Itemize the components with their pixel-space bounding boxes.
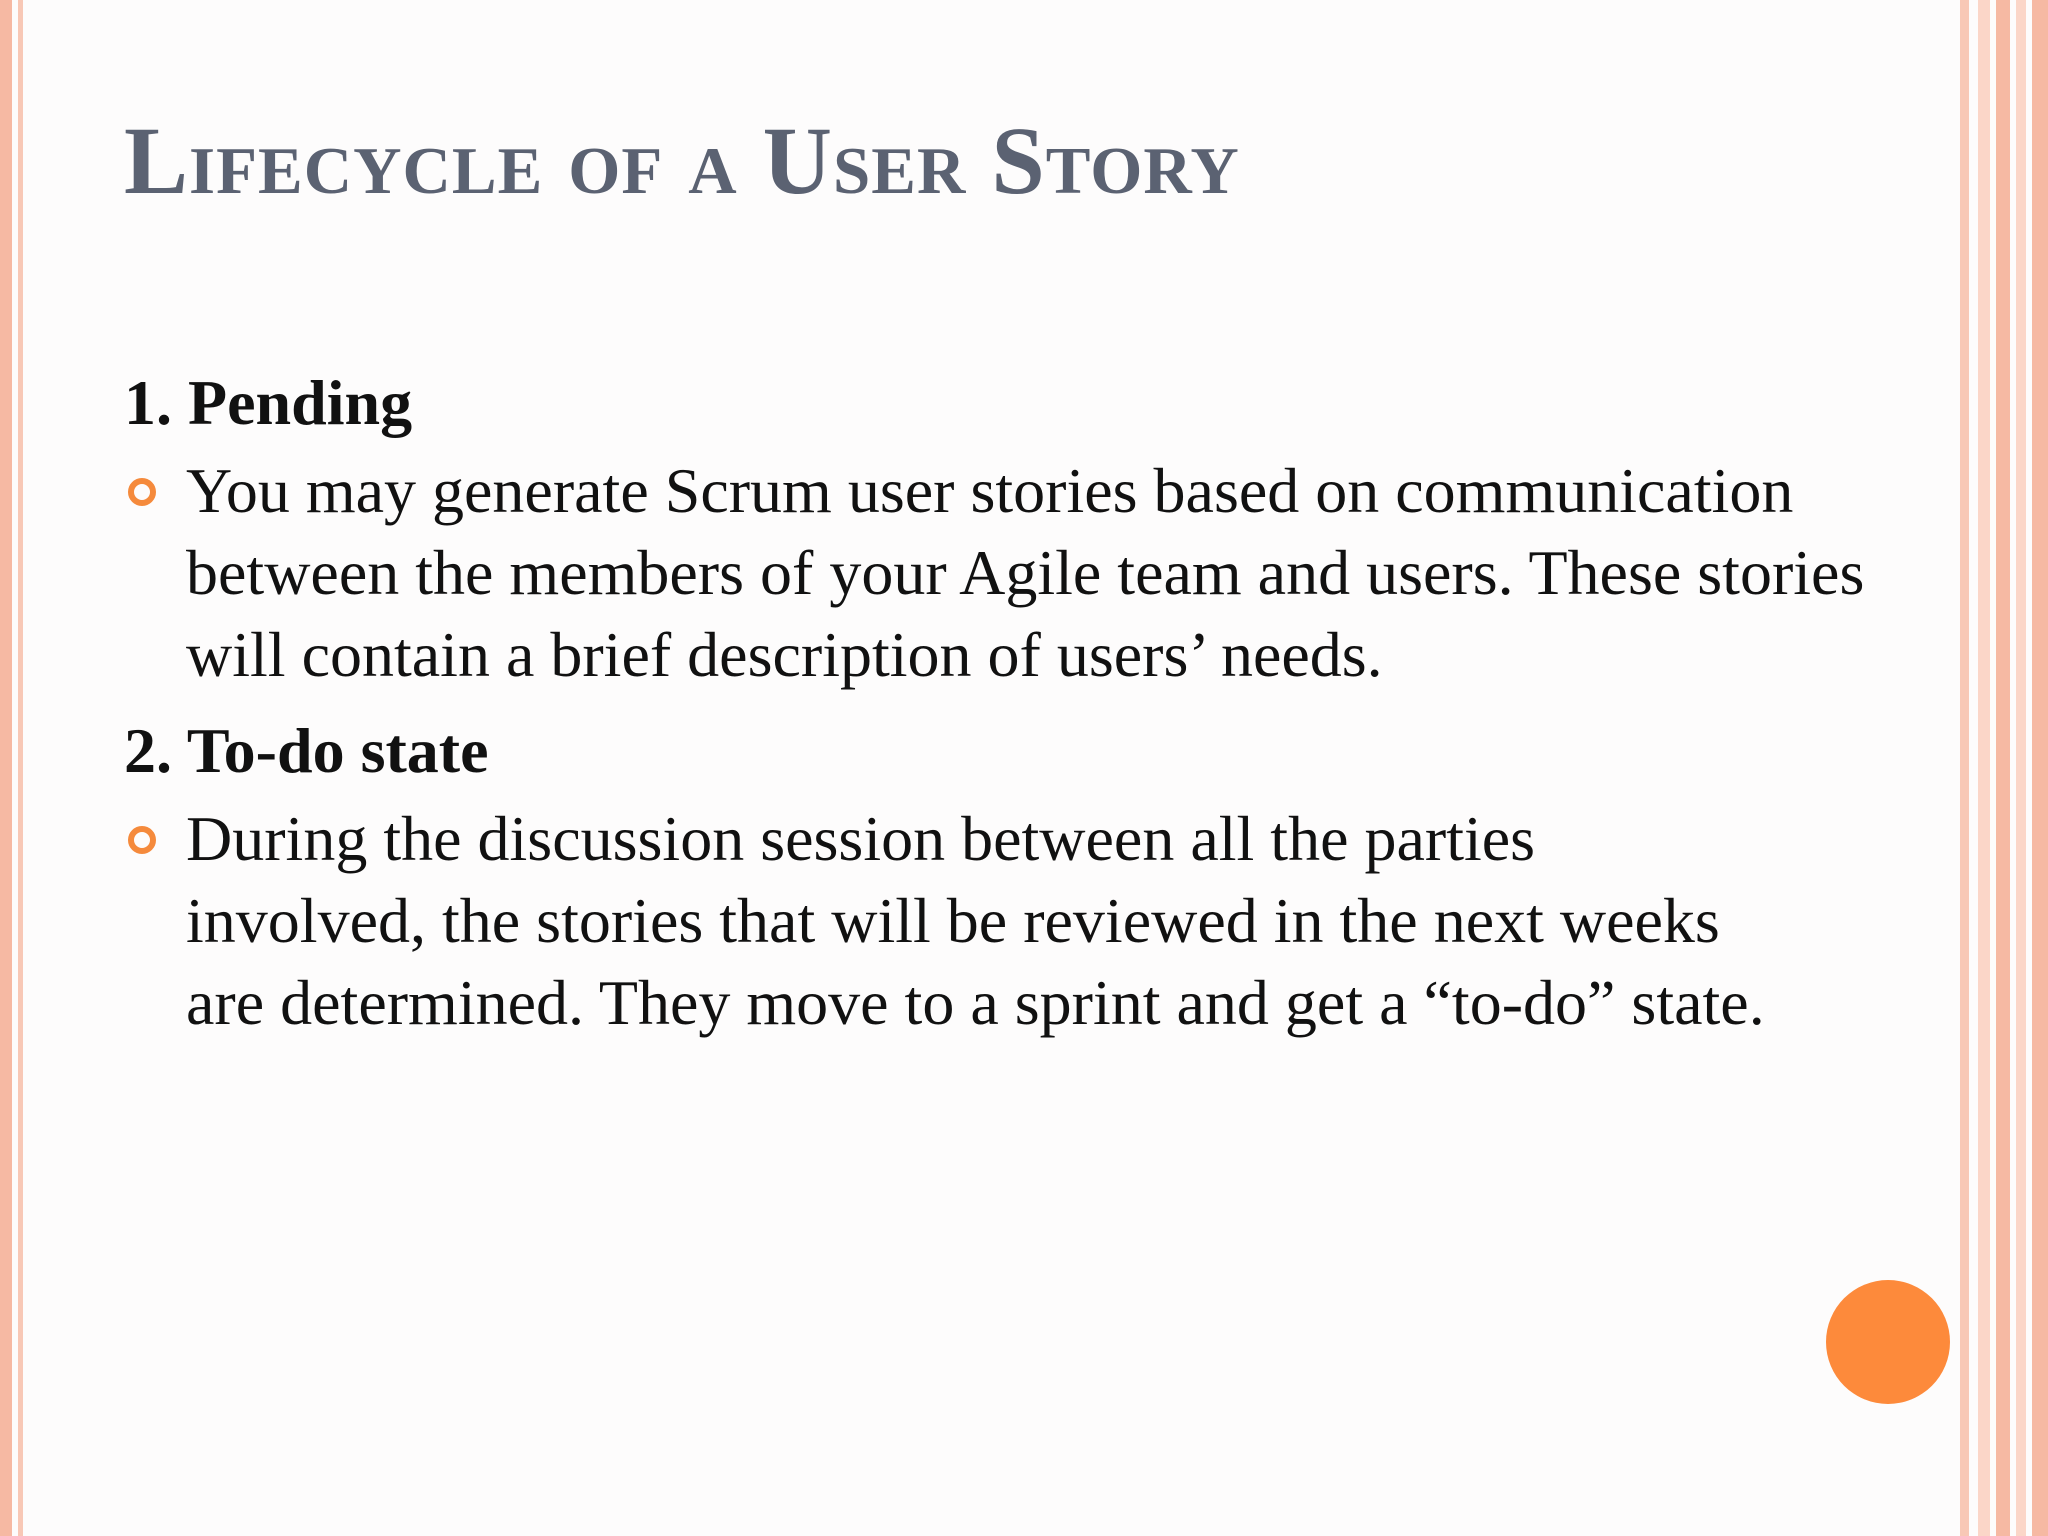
bullet-item-pending [124,450,1924,696]
right-border-stripe [1996,0,2010,1536]
slide-title: Lifecycle of a User Story [124,107,1240,214]
right-border-stripe [1978,0,1990,1536]
bullet-text-pending: You may generate Scrum user stories based on communication between the members of your Agile team and users. These stories will contain a brief description of users’ needs. [186,455,1865,690]
left-border-stripe [0,0,12,1536]
left-border-stripe-inner [18,0,23,1536]
section-heading-pending: 1. Pending [124,367,413,438]
bullet-text-todo: During the discussion session between all the parties involved, the stories that will be reviewed in the next weeks are determined. They move to a sprint and get a “to-do” state. [186,803,1765,1038]
right-border-stripe [2016,0,2026,1536]
right-border-stripe [1960,0,1969,1536]
section-heading-todo: 2. To-do state [124,715,489,786]
right-border-stripe [2032,0,2048,1536]
hollow-circle-bullet-icon [128,826,156,854]
orange-circle-icon [1826,1280,1950,1404]
hollow-circle-bullet-icon [128,478,156,506]
slide-content [124,362,1924,1058]
bullet-item-todo [124,798,1924,1044]
